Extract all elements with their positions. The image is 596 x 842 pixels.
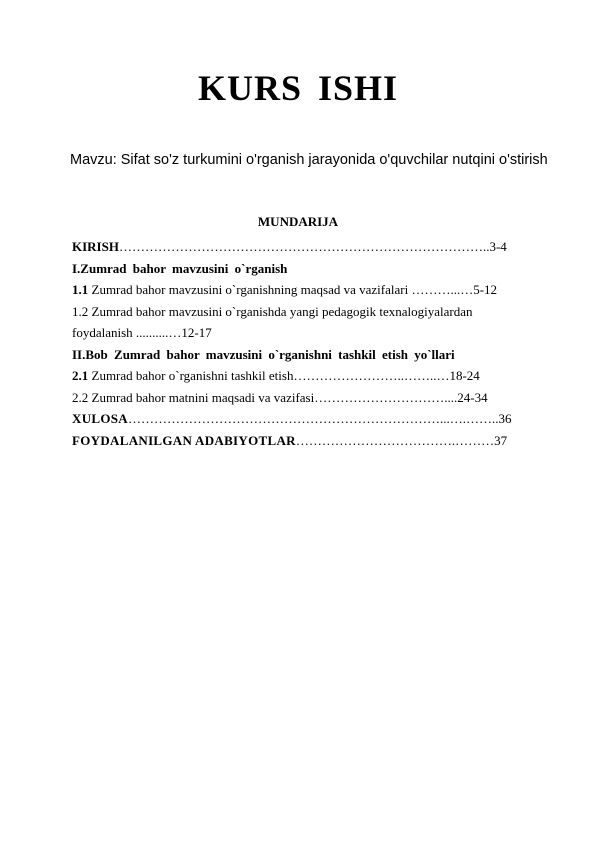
toc-entry-leader: ………………………………………………………………………….. [118,239,490,254]
toc-entry-pages: 24-34 [457,389,488,405]
toc-entry-pages: 18-24 [449,368,480,383]
toc-entry-text: Zumrad bahor o`rganishni tashkil etish……………………..……..… [88,368,450,383]
toc-entry-1-1 [72,279,552,301]
toc-entry-text: foydalanish ..........… [72,325,182,340]
toc-entry-xulosa [72,408,552,430]
toc-entry-text: 2.2 Zumrad bahor matnini maqsadi va vazifasi………………………….... [72,389,458,405]
toc-entry-label: II.Bob Zumrad bahor mavzusini o`rganishni tashkil etish yo`llari [72,346,455,362]
toc-entry-pages: 36 [498,411,512,426]
toc-entry-pages: 12-17 [181,325,212,340]
toc-entry-pages: 5-12 [473,282,498,297]
toc-entry-pages: 3-4 [489,239,507,254]
toc-entry-references [72,430,552,452]
topic-line: Mavzu: Sifat so'z turkumini o'rganish jarayonida o'quvchilar nutqini o'stirish [70,152,548,168]
toc-entry-label: XULOSA [72,411,128,426]
toc-entry-number: 1.1 [72,282,89,297]
toc-entry-chapter-1 [72,258,552,280]
toc-entry-text: Zumrad bahor mavzusini o`rganishning maqsad va vazifalari ………...… [88,282,474,297]
document-title: KURS ISHI [197,68,399,108]
toc-entry-leader: ………………………………………………………………...….…….. [127,411,499,426]
toc-entry-label: FOYDALANILGAN ADABIYOTLAR [72,432,296,448]
toc-entry-2-1 [72,365,552,387]
toc-entry-text: 1.2 Zumrad bahor mavzusini o`rganishda yangi pedagogik texnalogiyalardan [72,303,473,319]
toc-heading: MUNDARIJA [257,214,339,229]
toc-entry-kirish [72,236,552,258]
table-of-contents [72,236,552,451]
toc-entry-1-2 [72,301,552,323]
toc-entry-pages: 37 [494,432,508,448]
toc-entry-leader: ……………………………….……… [295,432,495,448]
toc-entry-label: KIRISH [72,239,119,254]
toc-entry-1-2-continued [72,322,552,344]
toc-entry-label: I.Zumrad bahor mavzusini o`rganish [72,260,288,276]
toc-entry-number: 2.1 [72,368,89,383]
toc-entry-chapter-2 [72,344,552,366]
toc-entry-2-2 [72,387,552,409]
